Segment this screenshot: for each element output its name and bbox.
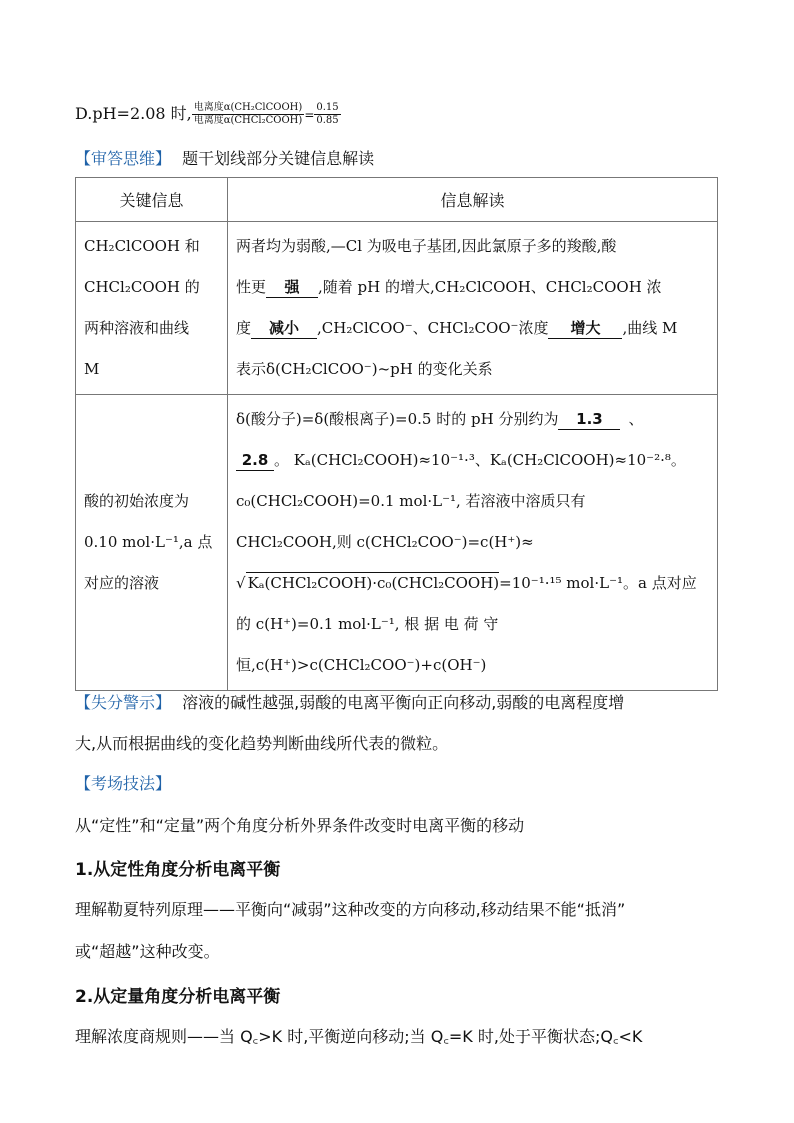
table-row2-key: 酸的初始浓度为 0.10 mol·L⁻¹,a 点 对应的溶液 <box>76 395 228 691</box>
table-row1-key: CH₂ClCOOH 和 CHCl₂COOH 的 两种溶液和曲线 M <box>76 222 228 395</box>
option-d-prefix: D.pH=2.08 时, <box>75 104 192 123</box>
tips-label: 【考场技法】 <box>75 774 172 793</box>
answer-blank-increase: 增大 <box>548 318 622 339</box>
warning-paragraph: 【失分警示】 溶液的碱性越强,弱酸的电离平衡向正向移动,弱酸的电离程度增 <box>75 693 625 712</box>
answer-blank-strong: 强 <box>266 277 318 298</box>
answer-blank-decrease: 减小 <box>251 318 317 339</box>
review-heading <box>75 146 374 169</box>
section-1-line2: 或“超越”这种改变。 <box>75 942 220 961</box>
table-header-key: 关键信息 <box>76 178 228 222</box>
answer-blank-ph2: 2.8 <box>236 450 274 471</box>
review-text: 题干划线部分关键信息解读 <box>182 149 375 168</box>
section-1-line1: 理解勒夏特列原理——平衡向“减弱”这种改变的方向移动,移动结果不能“抵消” <box>75 900 626 919</box>
answer-blank-ph1: 1.3 <box>558 409 620 430</box>
review-label: 【审答思维】 <box>75 149 172 168</box>
option-d: D.pH=2.08 时, $\frac{\text{电离度α(CH₂ClCOOH)}}{\text{电离度α(CHCl₂COOH)}}$ = $\frac{0.15}{0.85}$ <box>75 102 339 126</box>
section-heading-1: 1.从定性角度分析电离平衡 <box>75 860 281 880</box>
value-fraction: $\frac{0.15}{0.85}$ <box>316 102 339 126</box>
alpha-ratio-fraction: $\frac{\text{电离度α(CH₂ClCOOH)}}{\text{电离度α(CHCl₂COOH)}}$ <box>193 102 303 126</box>
sqrt-expression: Kₐ(CHCl₂COOH)·c₀(CHCl₂COOH) <box>247 574 500 592</box>
key-info-table <box>75 177 718 691</box>
section-heading-2: 2.从定量角度分析电离平衡 <box>75 987 281 1007</box>
table-header-interpretation: 信息解读 <box>228 178 718 222</box>
table-row1-interpretation: 两者均为弱酸,—Cl 为吸电子基团,因此氯原子多的羧酸,酸 性更 强 ,随着 pH 的增大,CH₂ClCOOH、CHCl₂COOH 浓 度 减小 ,CH₂ClCOO⁻、CHCl₂COO⁻浓度 增大 ,曲线 M 表示δ(CH₂ClCOO⁻)~pH 的变化关系 <box>228 222 718 395</box>
tips-intro: 从“定性”和“定量”两个角度分析外界条件改变时电离平衡的移动 <box>75 816 525 835</box>
warning-label: 【失分警示】 <box>75 693 172 712</box>
warning-line2: 大,从而根据曲线的变化趋势判断曲线所代表的微粒。 <box>75 734 449 753</box>
table-row2-interpretation: δ(酸分子)=δ(酸根离子)=0.5 时的 pH 分别约为 1.3 、 2.8 。 Kₐ(CHCl₂COOH)≈10⁻¹·³、Kₐ(CH₂ClCOOH)≈10⁻²·⁸。 c₀(CHCl₂COOH)=0.1 mol·L⁻¹, 若溶液中溶质只有 CHCl₂COOH,则 c(CHCl₂COO⁻)=c(H⁺)≈ √ Kₐ(CHCl₂COOH)·c₀(CHCl₂COOH)=10⁻¹·¹⁵ mol·L⁻¹。a 点对应 的 c(H⁺)=0.1 mol·L⁻¹, 根 据 电 荷 守 恒,c(H⁺)>c(CHCl₂COO⁻)+c(OH⁻) <box>228 395 718 691</box>
section-2-line1: 理解浓度商规则——当 Q꜀>K 时,平衡逆向移动;当 Q꜀=K 时,处于平衡状态;Q꜀<K <box>75 1027 643 1046</box>
